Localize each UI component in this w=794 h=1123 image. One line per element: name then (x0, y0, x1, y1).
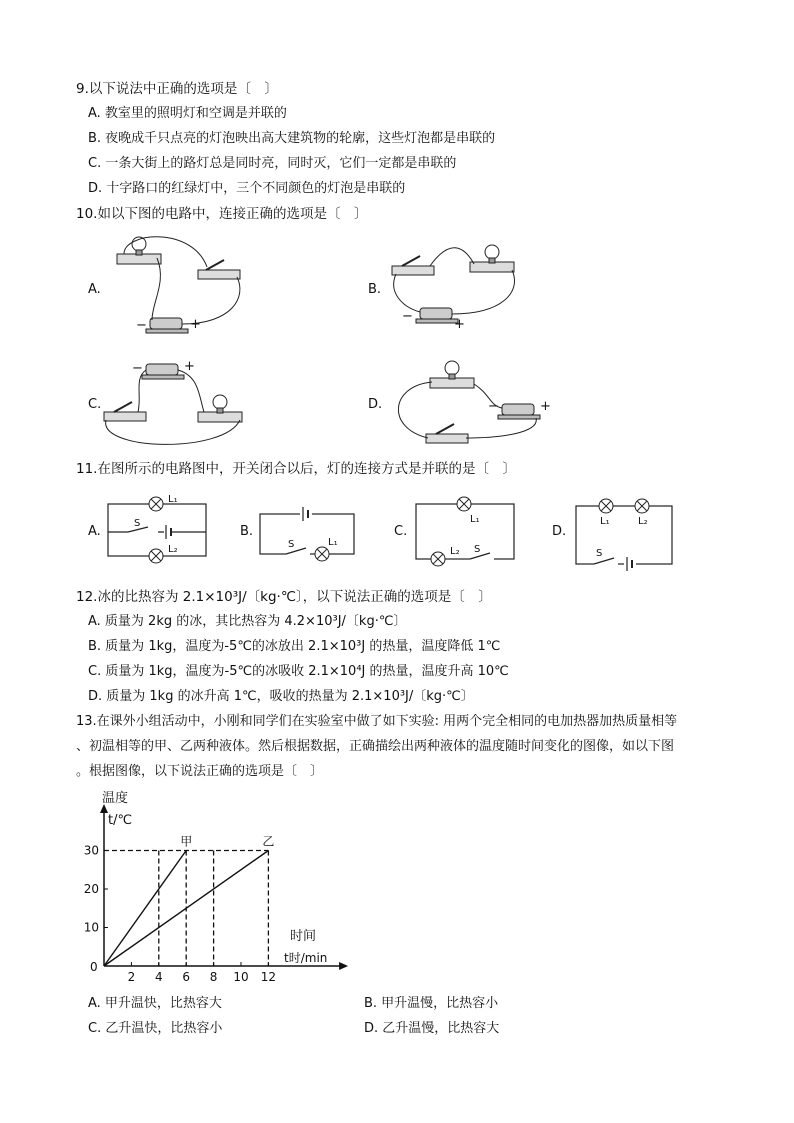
switch-board-c (104, 402, 146, 421)
battery-minus-c: − (132, 361, 143, 376)
q11-schematic-c (416, 492, 526, 572)
lamp-l2-a (149, 549, 163, 563)
label-s-b: S (288, 539, 295, 550)
label-s-a: S (134, 518, 141, 529)
q10-label-a: A. (88, 282, 101, 297)
q11-label-d: D. (552, 524, 567, 539)
lamp-l1-a (149, 497, 163, 511)
q13-option-a: A. 甲升温快，比热容大 (88, 996, 222, 1011)
x-tick-label: 2 (127, 970, 136, 984)
lamp-l1-d (599, 499, 613, 513)
q13-stem-line-1: 13.在课外小组活动中，小刚和同学们在实验室中做了如下实验: 用两个完全相同的电加热器加热质量相等 (76, 714, 678, 729)
q11-schematic-a (108, 492, 218, 572)
battery-a (146, 318, 188, 333)
q12-option-a: A. 质量为 2kg 的冰，其比热容为 4.2×10³J/〔kg·℃〕 (88, 614, 407, 629)
x-axis-arrow (339, 962, 348, 970)
lamp-l2-c (431, 552, 445, 566)
battery-plus-a: + (190, 317, 201, 332)
q9-option-d: D. 十字路口的红绿灯中，三个不同颜色的灯泡是串联的 (88, 181, 406, 196)
q13-stem-line-2: 、初温相等的甲、乙两种液体。然后根据数据，正确描绘出两种液体的温度随时间变化的图像，如以下图 (76, 739, 675, 754)
q12-option-d: D. 质量为 1kg 的冰升高 1℃，吸收的热量为 2.1×10³J/〔kg·℃〕 (88, 689, 474, 704)
label-s-d: S (596, 548, 603, 559)
q11-label-b: B. (240, 524, 254, 539)
chart-x-label: t时/min (284, 951, 328, 965)
lamp-board-c (198, 395, 242, 422)
label-l2-c: L₂ (450, 546, 460, 557)
x-tick-label: 12 (260, 970, 277, 984)
battery-plus-c: + (184, 359, 195, 374)
q9-option-a: A. 教室里的照明灯和空调是并联的 (88, 106, 287, 121)
label-l1-d: L₁ (600, 516, 610, 527)
q10-label-c: C. (88, 397, 102, 412)
x-tick-label: 6 (182, 970, 191, 984)
chart-y-label: t/℃ (108, 813, 133, 828)
lamp-board-d (430, 361, 474, 388)
switch-board-d (426, 424, 468, 443)
q12-stem: 12.冰的比热容为 2.1×10³J/〔kg·℃〕，以下说法正确的选项是〔 〕 (76, 589, 492, 605)
q9-option-c: C. 一条大街上的路灯总是同时亮，同时灭，它们一定都是串联的 (88, 156, 457, 171)
q11-schematic-d (576, 496, 686, 576)
q11-schematic-b (260, 502, 360, 572)
q12-option-c: C. 质量为 1kg，温度为-5℃的冰吸收 2.1×10⁴J 的热量，温度升高 10℃ (88, 664, 509, 679)
q13-option-b: B. 甲升温慢，比热容小 (364, 996, 499, 1011)
q11-stem: 11.在图所示的电路图中，开关闭合以后，灯的连接方式是并联的是〔 〕 (76, 461, 516, 477)
battery-plus-b: + (454, 317, 465, 332)
q9-stem: 9.以下说法中正确的选项是〔 〕 (76, 81, 278, 97)
lamp-l1-c (457, 497, 471, 511)
q10-stem: 10.如以下图的电路中，连接正确的选项是〔 〕 (76, 206, 368, 222)
x-tick-label: 10 (233, 970, 249, 984)
q13-option-c: C. 乙升温快，比热容小 (88, 1021, 223, 1036)
q11-label-a: A. (88, 524, 101, 539)
q13-option-d: D. 乙升温慢，比热容大 (364, 1021, 500, 1036)
y-tick-label: 10 (83, 920, 99, 935)
x-tick-label: 8 (209, 970, 218, 984)
battery-plus-d: + (540, 399, 551, 414)
battery-b (416, 308, 458, 323)
battery-d (498, 404, 540, 419)
q12-option-b: B. 质量为 1kg，温度为-5℃的冰放出 2.1×10³J 的热量，温度降低 1℃ (88, 639, 501, 654)
chart-y-title: 温度 (102, 791, 129, 806)
label-l1-a: L₁ (168, 494, 178, 505)
label-l1-b: L₁ (328, 537, 338, 548)
chart-origin-label: 0 (90, 960, 98, 974)
switch-board-b (392, 256, 434, 275)
label-l2-d: L₂ (638, 516, 648, 527)
series-line-1 (104, 851, 186, 967)
battery-c (142, 364, 184, 379)
q11-label-c: C. (394, 524, 408, 539)
circuit-loop-d (576, 506, 672, 564)
q9-option-b: B. 夜晚成千只点亮的灯泡映出高大建筑物的轮廓，这些灯泡都是串联的 (88, 131, 496, 146)
circuit-loop-c (416, 504, 514, 559)
q10-label-d: D. (368, 397, 383, 412)
lamp-l1-b (315, 547, 329, 561)
q10-circuit-c (104, 356, 264, 456)
q10-label-b: B. (368, 282, 382, 297)
chart-x-title: 时间 (290, 929, 317, 944)
label-s-c: S (474, 544, 481, 555)
q13-stem-line-3: 。根据图像，以下说法正确的选项是〔 〕 (76, 764, 324, 779)
x-tick-label: 4 (154, 970, 163, 984)
lamp-board-b (470, 245, 514, 272)
y-tick-label: 20 (83, 882, 99, 896)
lamp-board-a (117, 237, 161, 264)
label-l2-a: L₂ (168, 544, 178, 555)
switch-board-a (198, 260, 240, 279)
battery-minus-b: − (402, 309, 413, 324)
temperature-time-chart (84, 786, 344, 986)
lamp-l2-d (635, 499, 649, 513)
y-tick-label: 30 (83, 843, 99, 858)
q10-circuit-b (392, 232, 552, 342)
battery-minus-a: − (136, 318, 147, 333)
label-l1-c: L₁ (470, 514, 480, 525)
battery-minus-d: − (488, 399, 499, 414)
series-label-2: 乙 (262, 834, 275, 849)
q10-circuit-d (390, 358, 560, 458)
series-label-1: 甲 (180, 834, 193, 849)
q10-circuit-a (112, 232, 272, 342)
